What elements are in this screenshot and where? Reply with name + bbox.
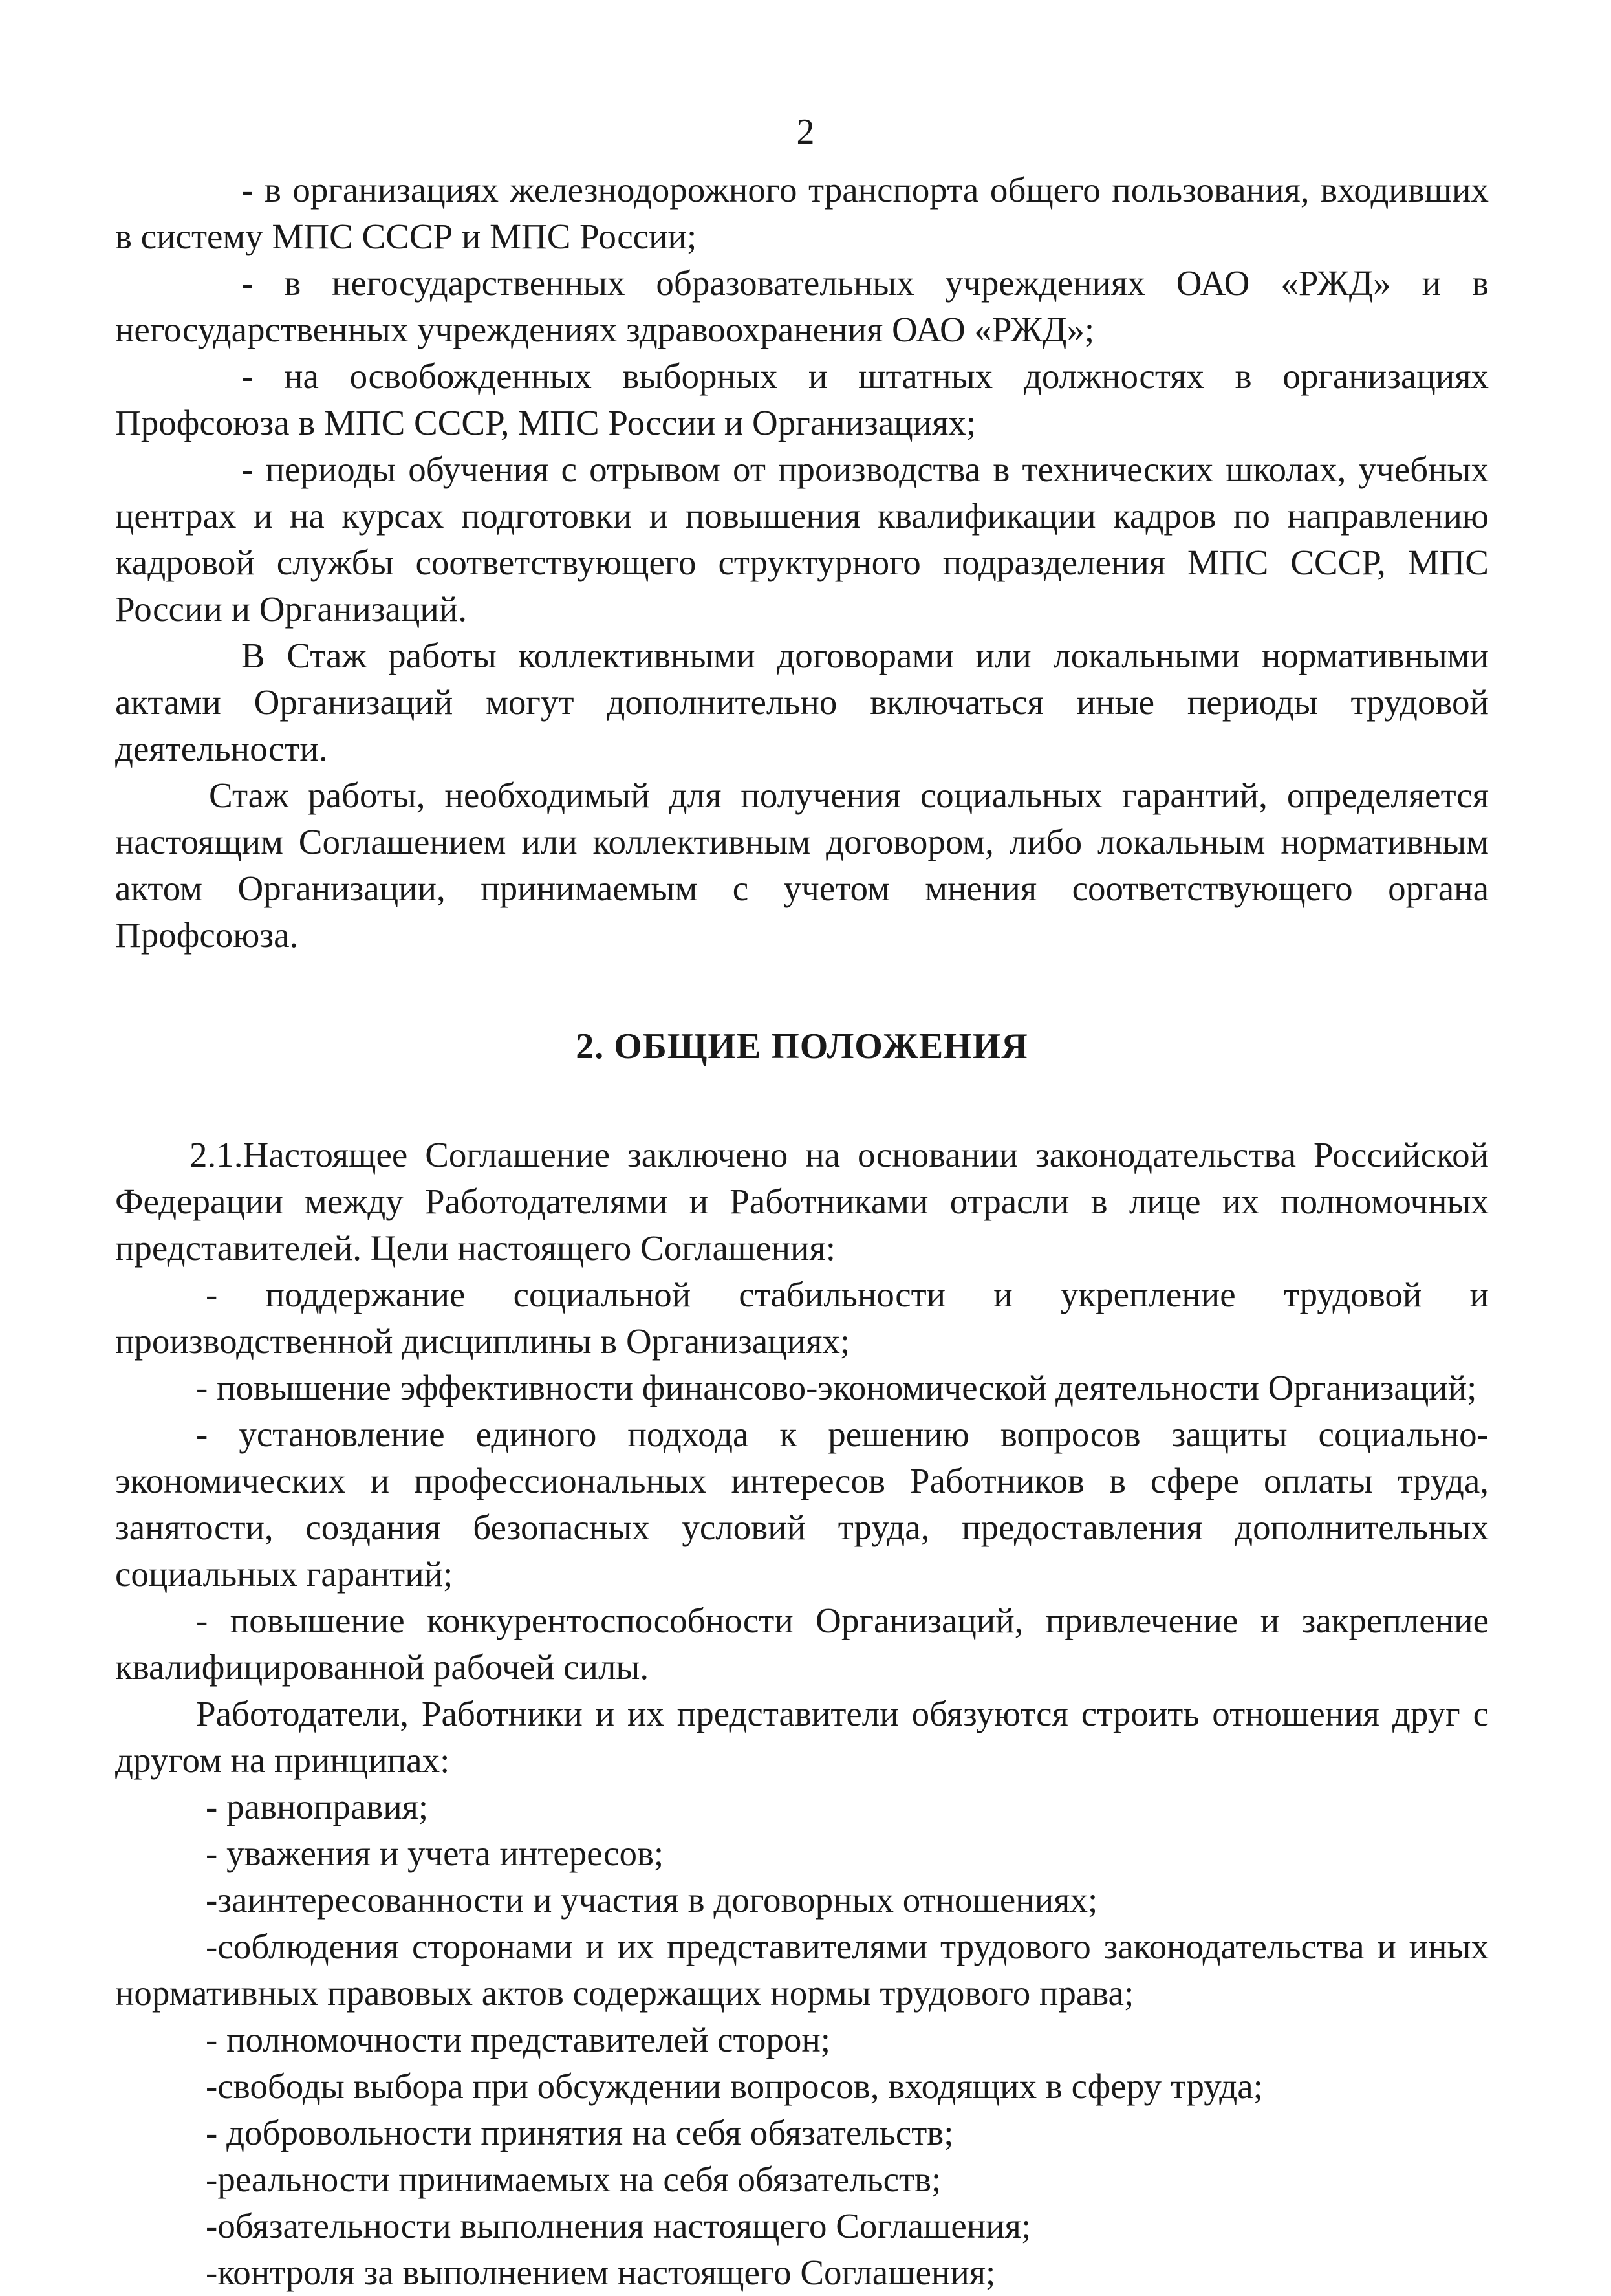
principle-item: - полномочности представителей сторон; [206, 2020, 831, 2059]
principle-item: - уважения и учета интересов; [206, 1834, 664, 1873]
paragraph-additional-periods: В Стаж работы коллективными договорами или локальными нормативными актами Организаций могут дополнительно включаться иные периоды трудовой деятельности. [115, 636, 1489, 768]
paragraph-section-intro: 2.1.Настоящее Соглашение заключено на основании законодательства Российской Федерации между Работодателями и Работниками отрасли в лице их полномочных представителей. Цели настоящего Соглашения: [115, 1135, 1489, 1268]
goal-item: - повышение эффективности финансово-экономической деятельности Организаций; [196, 1368, 1477, 1407]
paragraph-principles-intro: Работодатели, Работники и их представители обязуются строить отношения друг с другом на принципах: [115, 1694, 1489, 1780]
principle-item: -соблюдения сторонами и их представителями трудового законодательства и иных нормативных правовых актов содержащих нормы трудового права; [115, 1927, 1489, 2013]
principle-item: - добровольности принятия на себя обязательств; [206, 2113, 954, 2152]
goal-item: - повышение конкурентоспособности Организаций, привлечение и закрепление квалифицированной рабочей силы. [115, 1601, 1489, 1687]
principle-item: -свободы выбора при обсуждении вопросов, входящих в сферу труда; [206, 2066, 1263, 2106]
list-item-railway-organizations: - в организациях железнодорожного транспорта общего пользования, входивших в систему МПС СССР и МПС России; [115, 170, 1489, 256]
list-item-non-state-institutions: - в негосударственных образовательных учреждениях ОАО «РЖД» и в негосударственных учреждениях здравоохранения ОАО «РЖД»; [115, 263, 1489, 349]
goal-item: - установление единого подхода к решению вопросов защиты социально-экономических и профессиональных интересов Работников в сфере оплаты труда, занятости, создания безопасных условий труда, предоставления дополнительных социальных гарантий; [115, 1414, 1489, 1594]
principle-item: -реальности принимаемых на себя обязательств; [206, 2160, 942, 2199]
principle-item: -обязательности выполнения настоящего Соглашения; [206, 2206, 1032, 2246]
list-item-training-periods: - периоды обучения с отрывом от производства в технических школах, учебных центрах и на курсах подготовки и повышения квалификации кадров по направлению кадровой службы соответствующего структурного подразделения МПС СССР, МПС России и Организаций. [115, 449, 1489, 629]
principle-item: -заинтересованности и участия в договорных отношениях; [206, 1880, 1098, 1920]
list-item-union-positions: - на освобожденных выборных и штатных должностях в организациях Профсоюза в МПС СССР, МПС России и Организациях; [115, 356, 1489, 442]
section-heading: 2. ОБЩИЕ ПОЛОЖЕНИЯ [576, 1026, 1028, 1067]
paragraph-work-experience: Стаж работы, необходимый для получения социальных гарантий, определяется настоящим Соглашением или коллективным договором, либо локальным нормативным актом Организации, принимаемым с учетом мнения соответствующего органа Профсоюза. [115, 775, 1489, 955]
principle-item: -контроля за выполнением настоящего Соглашения; [206, 2253, 996, 2292]
goal-item: - поддержание социальной стабильности и укрепление трудовой и производственной дисциплины в Организациях; [115, 1275, 1489, 1361]
document-body [115, 167, 1489, 2296]
page-number: 2 [796, 112, 815, 152]
principle-item: - равноправия; [206, 1787, 429, 1826]
